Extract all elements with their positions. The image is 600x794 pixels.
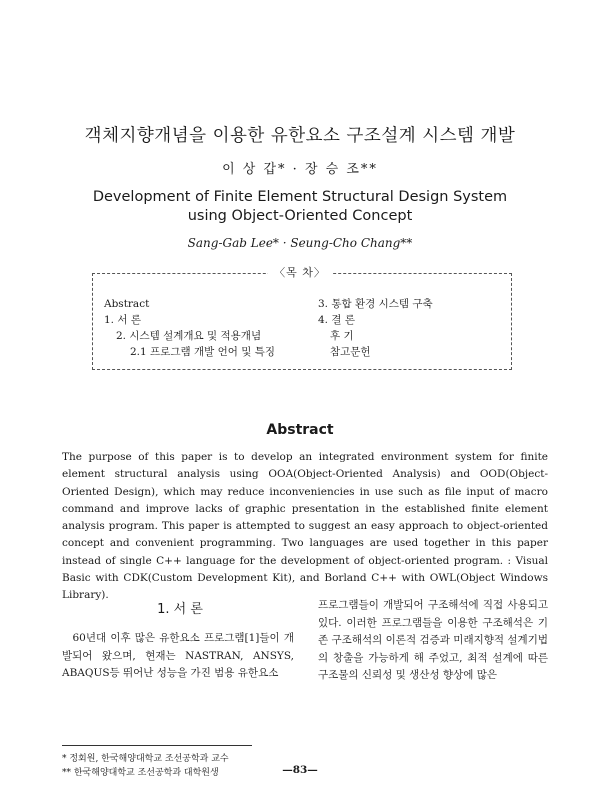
abstract-text: The purpose of this paper is to develop an integrated environment system for finite element structural analysis using OOA(Object-Oriented Analysis) and OOD(Object-Oriented Design), which may reduce inconveniencies in use such as file input of macro command and improve lacks of graphic presentation in the established finite element analysis program. This paper is attempted to suggest an easy approach to object-oriented concept and convenient programming. Two languages are used together in this paper instead of single C++ language for the development of object-oriented program. : Visual Basic with CDK(Custom Development Kit), and Borland C++ with OWL(Object Windows Library). — [62, 451, 548, 602]
title-en-line-2: using Object-Oriented Concept — [187, 208, 413, 224]
toc-item: 3. 통합 환경 시스템 구축 — [318, 298, 433, 310]
paper-title-korean: 객체지향개념을 이용한 유한요소 구조설계 시스템 개발 — [84, 126, 516, 146]
body-text-left-column — [62, 630, 294, 683]
toc-item: 2. 시스템 설계개요 및 적용개념 — [116, 330, 262, 342]
footnote-1: * 정회원, 한국해양대학교 조선공학과 교수 — [62, 754, 229, 764]
authors-korean: 이 상 갑* · 장 승 조** — [222, 162, 378, 177]
toc-right-column — [318, 296, 433, 360]
toc-item: Abstract — [104, 298, 150, 310]
paper-title-english — [0, 188, 600, 226]
body-text-right-column: 프로그램들이 개발되어 구조해석에 직접 사용되고 있다. 이러한 프로그램들을 이용한 구조해석은 기존 구조해석의 이론적 검증과 미래지향적 설계기법의 창출을 가능하게 해 주었고, 최적 설계에 따른 구조물의 신뢰성 및 생산성 향상에 많은 — [318, 599, 548, 681]
toc-item: 2.1 프로그램 개발 언어 및 특징 — [130, 346, 275, 358]
footnote-divider — [62, 745, 252, 746]
toc-left-column — [104, 296, 275, 360]
paragraph-text: 60년대 이후 많은 유한요소 프로그램[1]들이 개발되어 왔으며, 현재는 NASTRAN, ANSYS, ABAQUS등 뛰어난 성능을 가진 범용 유한요소 — [62, 632, 294, 679]
toc-item: 참고문헌 — [330, 346, 371, 358]
toc-item: 1. 서 론 — [104, 314, 141, 326]
page-number: —83— — [282, 764, 318, 776]
toc-heading: 〈목 차〉 — [0, 264, 600, 280]
toc-item: 후 기 — [330, 330, 354, 342]
section-1-heading: 1. 서 론 — [157, 602, 203, 617]
toc-item: 4. 결 론 — [318, 314, 355, 326]
abstract-heading: Abstract — [266, 422, 334, 438]
title-en-line-1: Development of Finite Element Structural Design System — [92, 189, 508, 205]
footnote-2: ** 한국해양대학교 조선공학과 대학원생 — [62, 768, 219, 778]
authors-english: Sang-Gab Lee* · Seung-Cho Chang** — [187, 236, 413, 250]
